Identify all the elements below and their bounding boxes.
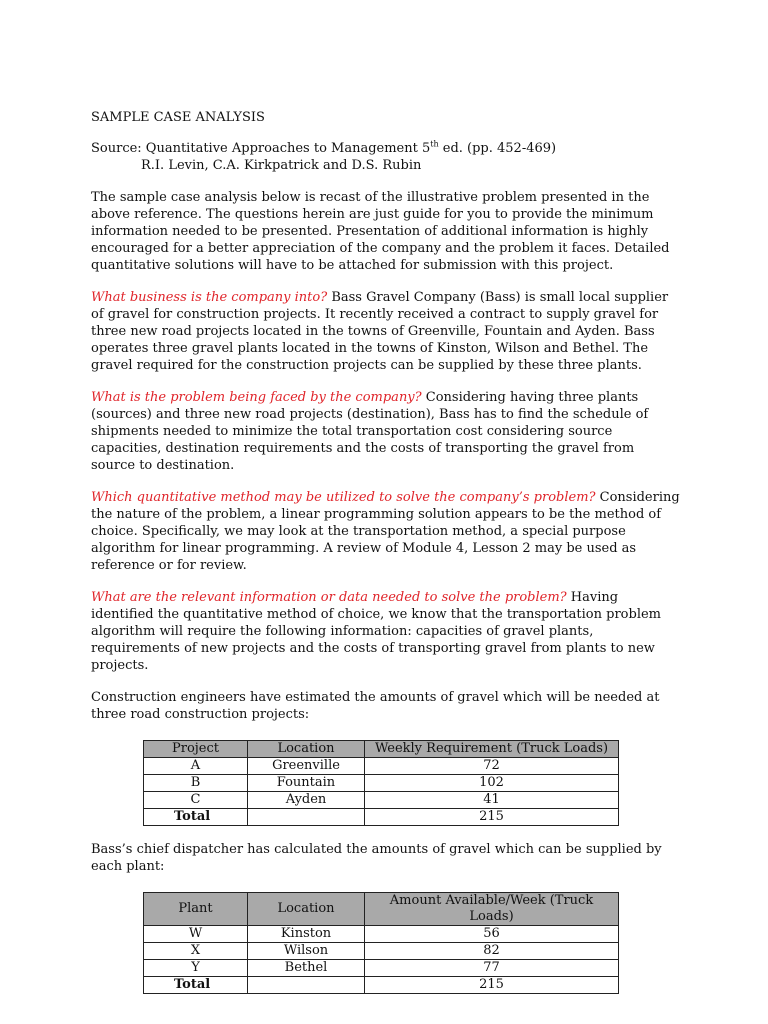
- table-row: [144, 959, 619, 976]
- header-cell: Plant: [144, 892, 248, 925]
- table-cell: A: [144, 757, 248, 774]
- source-authors: R.I. Levin, C.A. Kirkpatrick and D.S. Rubin: [141, 157, 422, 173]
- table-cell: Ayden: [248, 791, 365, 808]
- table-row: [144, 942, 619, 959]
- table-cell: Fountain: [248, 774, 365, 791]
- table-row: [144, 791, 619, 808]
- question-text: What is the problem being faced by the company?: [91, 390, 422, 406]
- section-method: [91, 490, 681, 574]
- table-cell: Kinston: [248, 925, 365, 942]
- table-row: [144, 925, 619, 942]
- total-label: Total: [144, 976, 248, 993]
- plants-table-wrap: [91, 892, 681, 994]
- answer-text: Having identified the quantitative method of choice, we know that the transportation problem algorithm will require the following information: capacities of gravel plants, requirements of new projects and the costs of transporting gravel from plants to new projects.: [91, 590, 662, 673]
- question-text: Which quantitative method may be utilized to solve the company’s problem?: [91, 490, 596, 506]
- table-row: [144, 774, 619, 791]
- source-line: [91, 141, 681, 158]
- table-cell: 82: [365, 942, 619, 959]
- document-heading: SAMPLE CASE ANALYSIS: [91, 110, 265, 125]
- source-suffix: ed. (pp. 452-469): [438, 140, 557, 156]
- table-cell: 56: [365, 925, 619, 942]
- source-prefix: Source: Quantitative Approaches to Management 5: [91, 140, 431, 156]
- table-cell: 77: [365, 959, 619, 976]
- header-cell: Amount Available/Week (Truck Loads): [365, 892, 619, 925]
- answer-text: Considering having three plants (sources) and three new road projects (destination), Bass has to find the schedule of shipments needed to minimize the total transportation cost considering source capacities, destination requirements and the costs of transporting the gravel from source to destination.: [91, 390, 649, 473]
- total-value: 215: [365, 976, 619, 993]
- projects-intro: Construction engineers have estimated the amounts of gravel which will be needed at three road construction projects:: [91, 690, 660, 723]
- plants-table: [143, 892, 619, 994]
- table-cell: W: [144, 925, 248, 942]
- answer-text: Considering the nature of the problem, a linear programming solution appears to be the method of choice. Specifically, we may look at the transportation method, a special purpose algorithm for linear programming. A review of Module 4, Lesson 2 may be used as reference or for review.: [91, 490, 680, 573]
- total-value: 215: [365, 808, 619, 825]
- section-problem: [91, 390, 681, 474]
- table-cell: Y: [144, 959, 248, 976]
- section-business: [91, 290, 681, 374]
- plants-intro: Bass’s chief dispatcher has calculated the amounts of gravel which can be supplied by each plant:: [91, 841, 662, 874]
- header-cell: Location: [248, 740, 365, 757]
- document-page: [91, 110, 681, 1010]
- header-cell: Weekly Requirement (Truck Loads): [365, 740, 619, 757]
- total-location: [248, 976, 365, 993]
- table-header-row: [144, 892, 619, 925]
- projects-table-wrap: [91, 740, 681, 826]
- intro-paragraph: The sample case analysis below is recast of the illustrative problem presented in the above reference. The questions herein are just guide for you to provide the minimum information needed to be presented. Presentation of additional information is highly encouraged for a better appreciation of the company and the problem it faces. Detailed quantitative solutions will have to be attached for submission with this project.: [91, 190, 670, 273]
- table-header-row: [144, 740, 619, 757]
- table-row: [144, 757, 619, 774]
- table-total-row: [144, 976, 619, 993]
- section-data: [91, 590, 681, 674]
- total-label: Total: [144, 808, 248, 825]
- table-cell: B: [144, 774, 248, 791]
- projects-table: [143, 740, 619, 826]
- table-cell: 72: [365, 757, 619, 774]
- question-text: What are the relevant information or data needed to solve the problem?: [91, 590, 567, 606]
- source-edition-sup: th: [430, 139, 439, 149]
- table-cell: X: [144, 942, 248, 959]
- question-text: What business is the company into?: [91, 290, 328, 306]
- table-cell: Wilson: [248, 942, 365, 959]
- table-cell: 41: [365, 791, 619, 808]
- table-cell: 102: [365, 774, 619, 791]
- table-total-row: [144, 808, 619, 825]
- table-cell: Bethel: [248, 959, 365, 976]
- header-cell: Location: [248, 892, 365, 925]
- table-cell: Greenville: [248, 757, 365, 774]
- table-cell: C: [144, 791, 248, 808]
- total-location: [248, 808, 365, 825]
- answer-text: Bass Gravel Company (Bass) is small local supplier of gravel for construction projects. It recently received a contract to supply gravel for three new road projects located in the towns of Greenville, Fountain and Ayden. Bass operates three gravel plants located in the towns of Kinston, Wilson and Bethel. The gravel required for the construction projects can be supplied by these three plants.: [91, 290, 669, 373]
- header-cell: Project: [144, 740, 248, 757]
